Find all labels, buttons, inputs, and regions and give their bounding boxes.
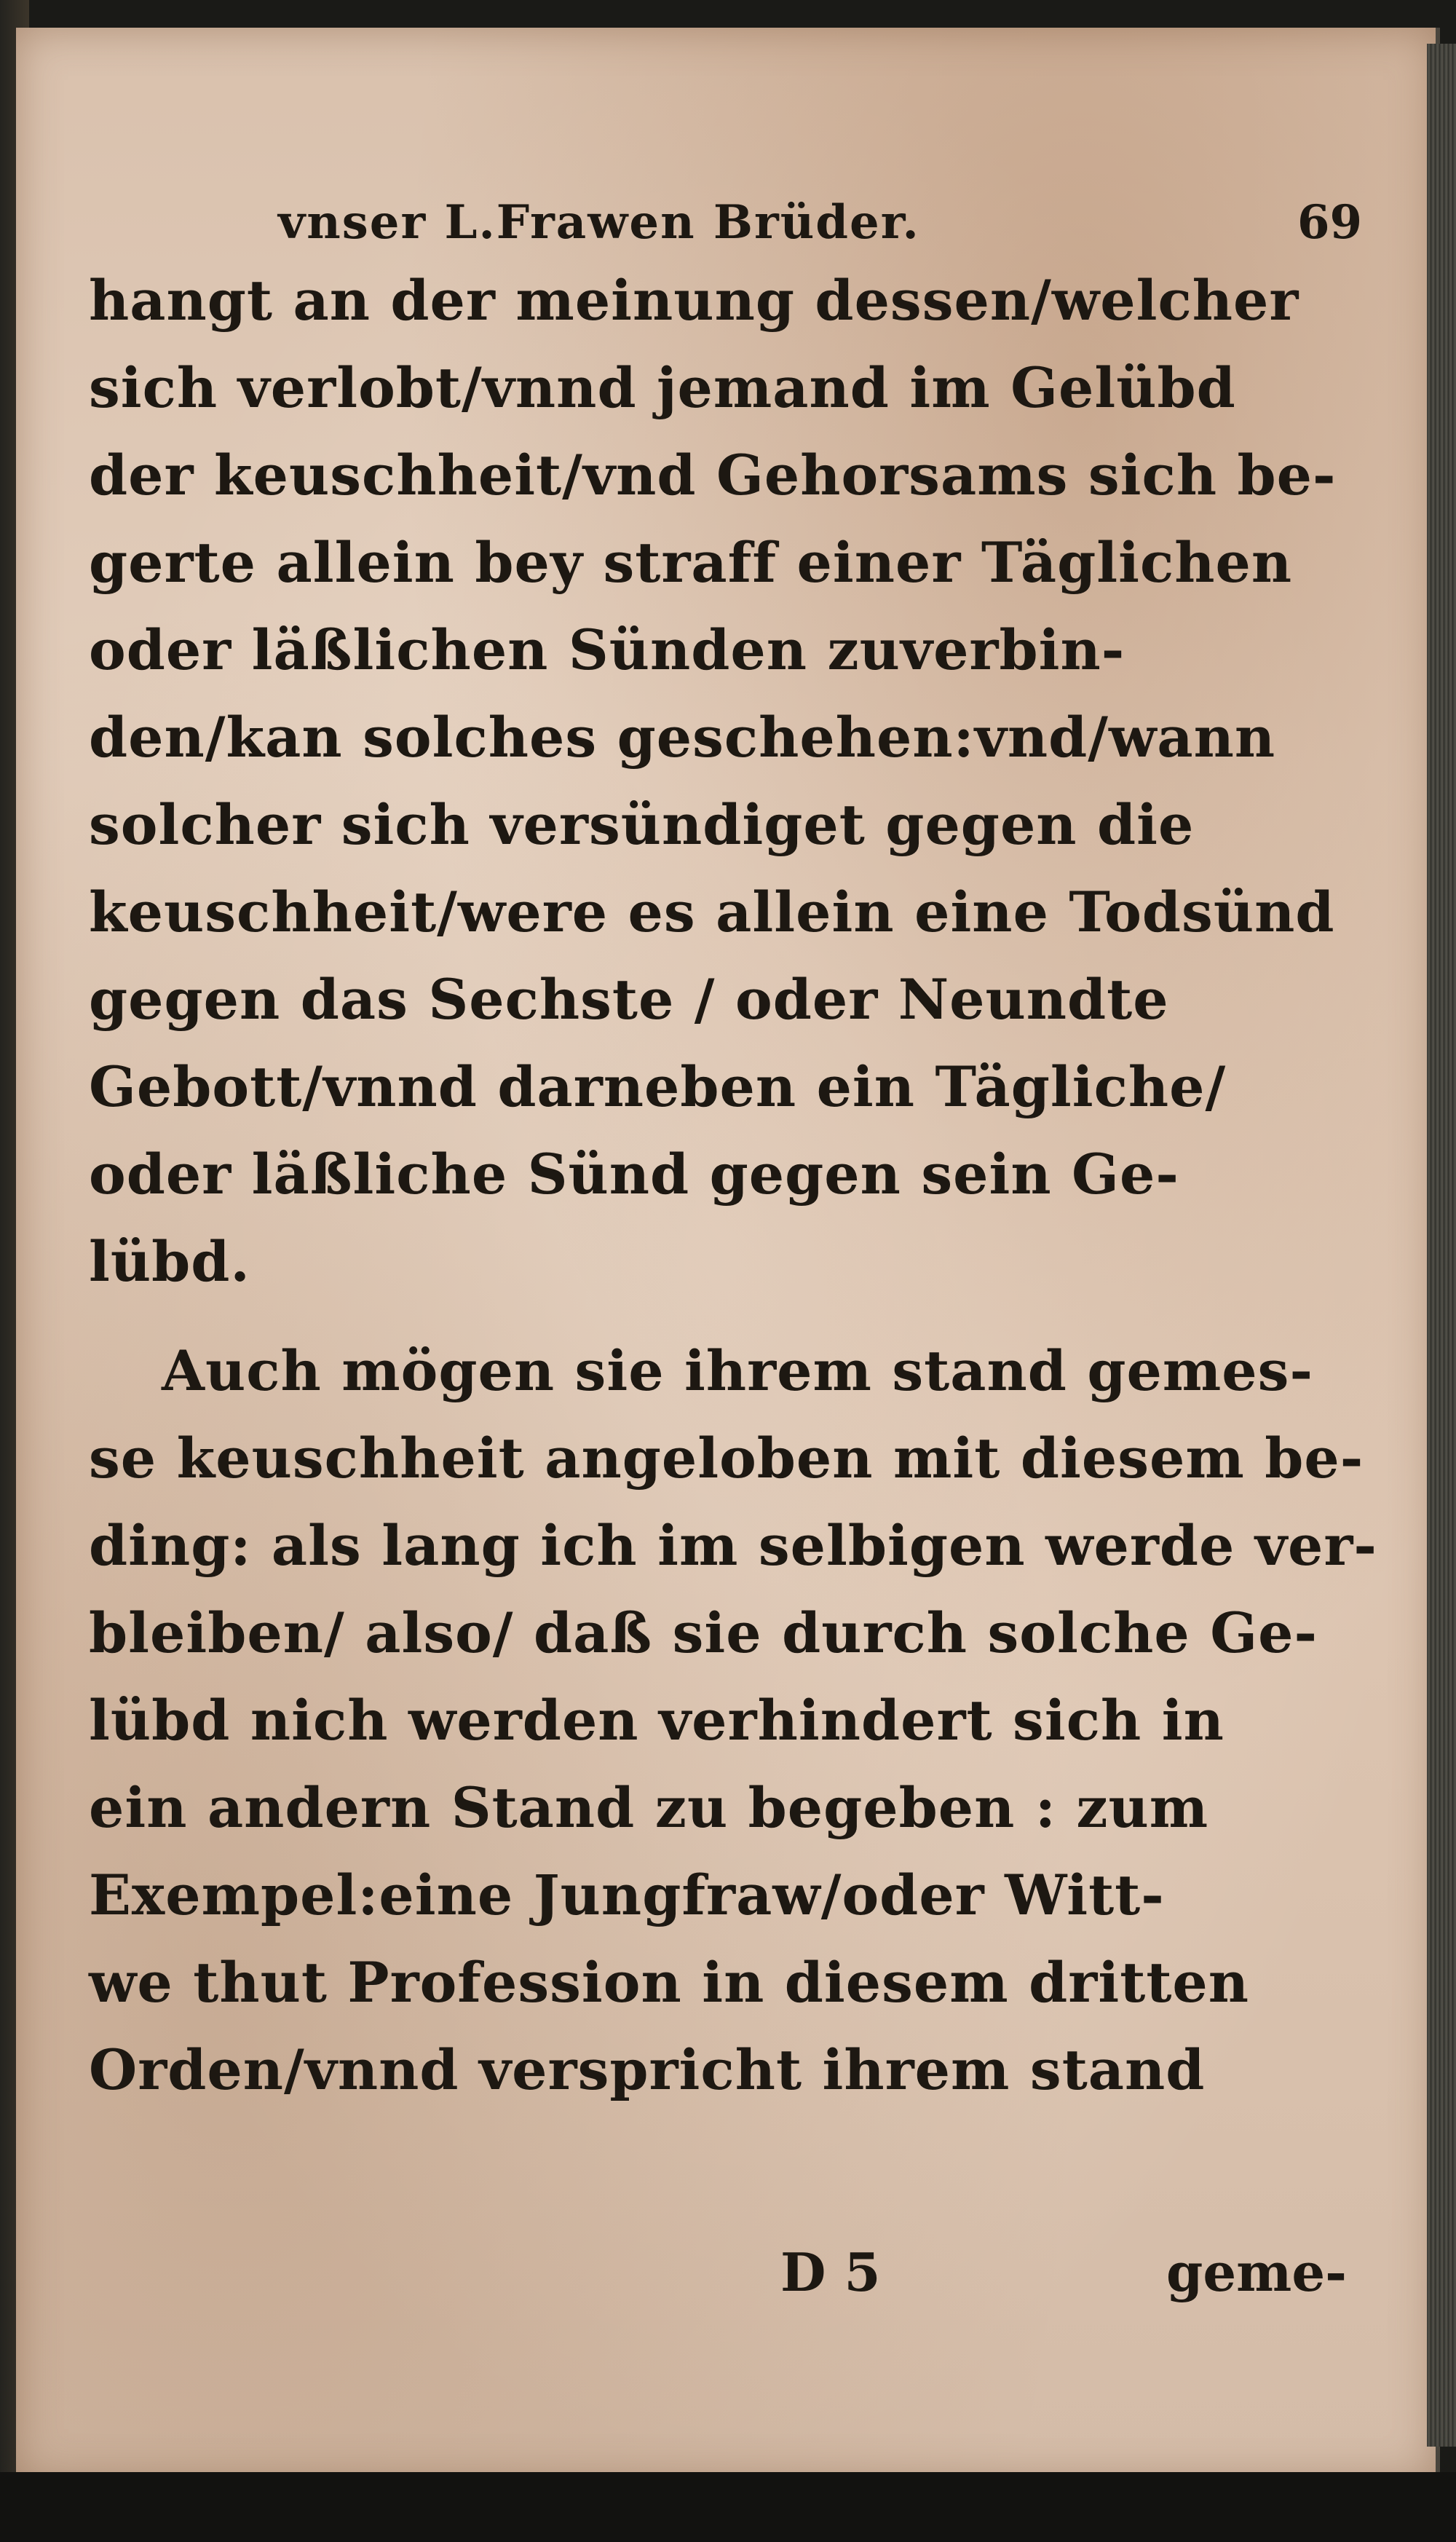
text-line: hangt an der meinung dessen/welcher bbox=[89, 268, 1299, 333]
text-line: gegen das Sechste / oder Neundte bbox=[89, 967, 1169, 1032]
text-line: lübd. bbox=[89, 1229, 250, 1294]
text-line: Exempel:eine Jungfraw/oder Witt- bbox=[89, 1863, 1165, 1927]
text-line: keuschheit/were es allein eine Todsünd bbox=[89, 880, 1335, 944]
book-page bbox=[16, 28, 1440, 2482]
text-line: sich verlobt/vnnd jemand im Gelübd bbox=[89, 355, 1236, 420]
page-stack-edge bbox=[1427, 44, 1456, 2447]
scan-background bbox=[0, 2472, 1456, 2542]
page-number: 69 bbox=[1297, 195, 1363, 250]
text-line: Gebott/vnnd darneben ein Tägliche/ bbox=[89, 1054, 1227, 1119]
text-line: lübd nich werden verhindert sich in bbox=[89, 1688, 1224, 1753]
text-line: den/kan solches geschehen:vnd/wann bbox=[89, 705, 1276, 770]
text-line: ein andern Stand zu begeben : zum bbox=[89, 1775, 1209, 1840]
text-line: Orden/vnnd verspricht ihrem stand bbox=[89, 2037, 1206, 2102]
text-line: der keuschheit/vnd Gehorsams sich be- bbox=[89, 443, 1337, 508]
text-line: solcher sich versündiget gegen die bbox=[89, 792, 1195, 857]
text-line: Auch mögen sie ihrem stand gemes- bbox=[162, 1338, 1313, 1403]
running-head: vnser L.Frawen Brüder. bbox=[278, 195, 920, 250]
signature-mark: D 5 bbox=[780, 2241, 881, 2303]
text-line: we thut Profession in diesem dritten bbox=[89, 1950, 1250, 2015]
text-line: se keuschheit angeloben mit diesem be- bbox=[89, 1426, 1364, 1491]
text-line: gerte allein bey straff einer Täglichen bbox=[89, 530, 1293, 595]
catchword: geme- bbox=[1166, 2241, 1348, 2303]
text-line: oder läßlichen Sünden zuverbin- bbox=[89, 617, 1125, 682]
text-line: ding: als lang ich im selbigen werde ver- bbox=[89, 1513, 1377, 1578]
text-line: bleiben/ also/ daß sie durch solche Ge- bbox=[89, 1600, 1318, 1665]
text-line: oder läßliche Sünd gegen sein Ge- bbox=[89, 1142, 1179, 1207]
